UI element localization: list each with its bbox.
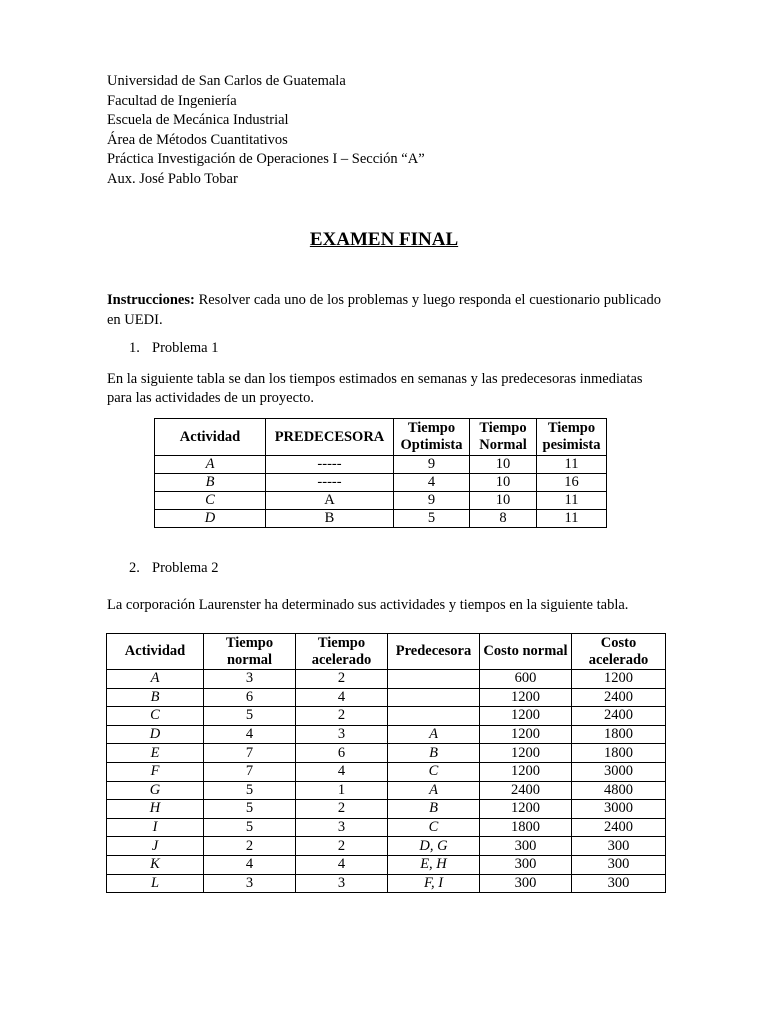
- table-cell: 300: [572, 874, 666, 893]
- table-cell: B: [107, 688, 204, 707]
- table-cell: 10: [470, 474, 537, 492]
- table-cell: 5: [204, 818, 296, 837]
- table-row: [107, 688, 666, 707]
- table-cell: 5: [204, 781, 296, 800]
- instructions-paragraph: [107, 290, 661, 330]
- header-school: Escuela de Mecánica Industrial: [107, 112, 289, 129]
- table-cell: 3: [204, 874, 296, 893]
- table-cell: 1800: [480, 818, 572, 837]
- header-university: Universidad de San Carlos de Guatemala: [107, 73, 346, 89]
- table-cell: 2: [296, 800, 388, 819]
- table-row: [107, 744, 666, 763]
- table-cell: 11: [537, 456, 607, 474]
- column-header: PREDECESORA: [266, 419, 394, 456]
- table-cell: 3: [296, 874, 388, 893]
- table-cell: 1800: [572, 744, 666, 763]
- table-cell: 2: [204, 837, 296, 856]
- table-cell: 5: [204, 707, 296, 726]
- table-cell: L: [107, 874, 204, 893]
- table-cell: 1: [296, 781, 388, 800]
- table-cell: 300: [572, 837, 666, 856]
- table-cell: E: [107, 744, 204, 763]
- table-cell: I: [107, 818, 204, 837]
- table-cell: 5: [394, 510, 470, 528]
- page-title: EXAMEN FINAL: [309, 229, 459, 250]
- table-cell: C: [388, 818, 480, 837]
- table-row: [155, 456, 607, 474]
- problem1-table: [154, 418, 607, 528]
- table-cell: 4: [296, 688, 388, 707]
- table-cell: B: [155, 474, 266, 492]
- table-row: [107, 670, 666, 689]
- table-row: [107, 818, 666, 837]
- table-cell: 2400: [572, 707, 666, 726]
- table-cell: D: [107, 725, 204, 744]
- table-cell: J: [107, 837, 204, 856]
- table-row: [107, 725, 666, 744]
- table-cell: 3: [296, 725, 388, 744]
- table-cell: 300: [480, 855, 572, 874]
- table-cell: G: [107, 781, 204, 800]
- problem1-title: Problema 1: [152, 340, 219, 356]
- table-cell: A: [388, 781, 480, 800]
- table-cell: 4: [204, 855, 296, 874]
- table-cell: B: [388, 744, 480, 763]
- table-cell: 4: [204, 725, 296, 744]
- table-cell: 1800: [572, 725, 666, 744]
- table-cell: 2400: [572, 688, 666, 707]
- table-cell: 300: [572, 855, 666, 874]
- problem1-number: 1.: [129, 340, 140, 356]
- table-cell: [388, 688, 480, 707]
- table-cell: -----: [266, 474, 394, 492]
- table-cell: 6: [204, 688, 296, 707]
- table-cell: 10: [470, 492, 537, 510]
- table-cell: C: [107, 707, 204, 726]
- table-cell: 9: [394, 456, 470, 474]
- table-cell: F: [107, 762, 204, 781]
- table-cell: A: [266, 492, 394, 510]
- instructions-label: Instrucciones:: [107, 292, 195, 308]
- table-cell: 1200: [572, 670, 666, 689]
- column-header: Tiempo Normal: [470, 419, 537, 456]
- table-cell: [388, 707, 480, 726]
- instructions-text: Resolver cada uno de los problemas y luego responda el cuestionario publicado en UEDI.: [107, 292, 661, 328]
- table-cell: 1200: [480, 725, 572, 744]
- table-cell: 3: [296, 818, 388, 837]
- problem2-title: Problema 2: [152, 560, 219, 576]
- table-cell: 300: [480, 874, 572, 893]
- table-cell: 2400: [480, 781, 572, 800]
- problem2-heading: [129, 560, 218, 577]
- column-header: Costo normal: [480, 634, 572, 670]
- table-cell: 6: [296, 744, 388, 763]
- table-cell: 4: [296, 855, 388, 874]
- table-cell: D: [155, 510, 266, 528]
- table-row: [107, 762, 666, 781]
- table-cell: 9: [394, 492, 470, 510]
- column-header: Actividad: [107, 634, 204, 670]
- table-cell: C: [388, 762, 480, 781]
- problem2-number: 2.: [129, 560, 140, 576]
- table-cell: 2400: [572, 818, 666, 837]
- table-row: [107, 707, 666, 726]
- column-header: Predecesora: [388, 634, 480, 670]
- table-cell: 4: [296, 762, 388, 781]
- table-cell: 300: [480, 837, 572, 856]
- table-cell: 7: [204, 762, 296, 781]
- table-cell: 3000: [572, 800, 666, 819]
- table-cell: 2: [296, 670, 388, 689]
- table-row: [107, 800, 666, 819]
- table-cell: -----: [266, 456, 394, 474]
- problem2-description: La corporación Laurenster ha determinado sus actividades y tiempos en la siguiente tabla.: [107, 597, 629, 613]
- table-cell: 1200: [480, 762, 572, 781]
- document-header: [107, 72, 425, 190]
- table-cell: 4: [394, 474, 470, 492]
- table-cell: 5: [204, 800, 296, 819]
- column-header: Costo acelerado: [572, 634, 666, 670]
- table-cell: 11: [537, 510, 607, 528]
- table-cell: 16: [537, 474, 607, 492]
- table-cell: B: [266, 510, 394, 528]
- table-cell: 2: [296, 837, 388, 856]
- table-cell: 11: [537, 492, 607, 510]
- table-row: [107, 781, 666, 800]
- table-cell: 2: [296, 707, 388, 726]
- table-row: [155, 510, 607, 528]
- table-cell: 3000: [572, 762, 666, 781]
- table-cell: 600: [480, 670, 572, 689]
- table-cell: A: [155, 456, 266, 474]
- table-cell: D, G: [388, 837, 480, 856]
- header-area: Área de Métodos Cuantitativos: [107, 131, 288, 148]
- problem1-description: En la siguiente tabla se dan los tiempos estimados en semanas y las predecesoras inmediatas para las actividades de un proyecto.: [107, 371, 643, 406]
- table-cell: A: [388, 725, 480, 744]
- column-header: Tiempo pesimista: [537, 419, 607, 456]
- table-cell: F, I: [388, 874, 480, 893]
- table-cell: B: [388, 800, 480, 819]
- header-faculty: Facultad de Ingeniería: [107, 92, 237, 109]
- problem2-table: [106, 633, 666, 893]
- column-header: Tiempo acelerado: [296, 634, 388, 670]
- column-header: Actividad: [155, 419, 266, 456]
- table-cell: H: [107, 800, 204, 819]
- table-header-row: [155, 419, 607, 456]
- table-cell: A: [107, 670, 204, 689]
- table-header-row: [107, 634, 666, 670]
- table-row: [155, 474, 607, 492]
- table-row: [107, 837, 666, 856]
- header-assistant: Aux. José Pablo Tobar: [107, 170, 238, 187]
- table-cell: 8: [470, 510, 537, 528]
- table-cell: K: [107, 855, 204, 874]
- table-cell: 7: [204, 744, 296, 763]
- table-cell: 1200: [480, 744, 572, 763]
- table-cell: 1200: [480, 707, 572, 726]
- header-course: Práctica Investigación de Operaciones I – Sección “A”: [107, 151, 425, 168]
- table-cell: E, H: [388, 855, 480, 874]
- table-cell: C: [155, 492, 266, 510]
- table-cell: [388, 670, 480, 689]
- table-row: [107, 855, 666, 874]
- column-header: Tiempo normal: [204, 634, 296, 670]
- table-cell: 1200: [480, 688, 572, 707]
- table-cell: 10: [470, 456, 537, 474]
- table-cell: 1200: [480, 800, 572, 819]
- table-row: [155, 492, 607, 510]
- column-header: Tiempo Optimista: [394, 419, 470, 456]
- table-cell: 3: [204, 670, 296, 689]
- table-row: [107, 874, 666, 893]
- table-cell: 4800: [572, 781, 666, 800]
- problem1-heading: [129, 340, 218, 357]
